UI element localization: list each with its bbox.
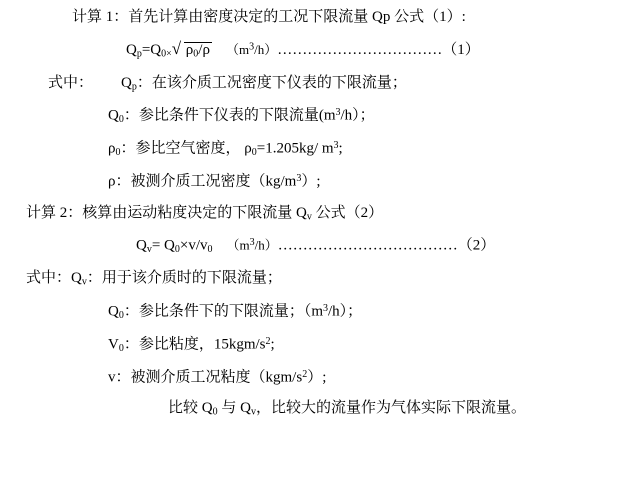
conclusion-q0-sub: 0 <box>212 406 218 418</box>
q0-line <box>18 108 616 125</box>
where1-symbol: Q <box>121 74 132 91</box>
rho0-sup: 3 <box>333 140 339 151</box>
formula1-rho0: ρ <box>185 42 194 58</box>
formula2-qv-sub: v <box>146 244 152 255</box>
calc1-heading-text: 计算 1：首先计算由密度决定的工况下限流量 Qp 公式（1）: <box>72 9 466 25</box>
formula-2 <box>18 238 616 255</box>
v0-line <box>18 337 616 354</box>
rho0-symbol: ρ <box>108 140 116 157</box>
rho0-text: ：参比空气密度， ρ <box>120 140 252 157</box>
where2-text: ：用于该介质时的下限流量； <box>86 270 282 286</box>
q0b-tail: /h）； <box>328 303 363 319</box>
formula2-rhs: ×v/v <box>179 237 208 254</box>
where-label-1: 式中： <box>48 74 94 91</box>
v-symbol: v <box>108 369 116 385</box>
v0-sup: 2 <box>265 335 271 347</box>
q0b-sup: 3 <box>323 302 329 314</box>
formula1-radicand <box>184 42 212 60</box>
formula1-unit-sup: 3 <box>249 41 255 53</box>
v0-tail: ; <box>270 336 275 352</box>
formula2-eq: = Q <box>151 237 175 254</box>
rho-text: ：被测介质工况密度（kg/m <box>115 173 297 190</box>
rho-tail: ）; <box>301 173 321 190</box>
q0-symbol-sub: 0 <box>118 114 124 125</box>
where-line-1 <box>18 76 616 93</box>
conclusion-line <box>18 401 616 418</box>
formula2-qv: Q <box>136 237 147 254</box>
sqrt-icon <box>172 41 212 60</box>
formula2-v0-sub: 0 <box>207 244 213 255</box>
calc2-heading-text: 计算 2：核算由运动粘度决定的下限流量 Q <box>26 204 307 221</box>
rho0-sub2: 0 <box>251 147 257 158</box>
formula2-unit-sup: 3 <box>249 237 255 248</box>
formula2-number: （2） <box>457 237 496 254</box>
formula1-rho0-sub: 0 <box>193 48 199 60</box>
formula1-dots: …………………………… <box>277 42 443 58</box>
q0-line-2 <box>18 304 616 321</box>
rho0-tail: =1.205kg/ m <box>256 140 334 157</box>
v-sup: 2 <box>302 368 308 380</box>
formula1-rho: ρ <box>202 42 210 58</box>
conclusion-text: 比较 Q <box>168 400 213 416</box>
where1-text: ：在该介质工况密度下仪表的下限流量； <box>136 74 407 91</box>
v-text: ：被测介质工况粘度（kgm/s <box>115 369 303 385</box>
calc2-heading <box>18 206 616 223</box>
where2-label-sub: v <box>81 276 87 288</box>
rho0-line <box>18 141 616 158</box>
formula1-q0-sub: 0× <box>161 48 172 60</box>
formula1-qp: Q <box>126 42 137 58</box>
q0-tail: /h）； <box>340 107 375 124</box>
v0-symbol-sub: 0 <box>118 342 124 354</box>
calc1-heading <box>18 10 616 25</box>
formula1-eq: =Q <box>141 42 162 58</box>
calc2-heading-tail: 公式（2） <box>311 204 384 221</box>
where1-symbol-sub: p <box>131 81 137 92</box>
formula1-unit: （m <box>225 42 250 57</box>
conclusion-qv-sub: v <box>250 406 256 418</box>
q0-sup: 3 <box>335 107 341 118</box>
conclusion-mid: 与 Q <box>217 400 251 416</box>
q0b-symbol: Q <box>108 303 119 319</box>
formula2-unit: （m <box>226 237 250 253</box>
q0b-symbol-sub: 0 <box>118 309 124 321</box>
v-tail: ）; <box>307 369 327 385</box>
q0-text: ：参比条件下仪表的下限流量(m <box>123 107 336 124</box>
v0-text: ：参比粘度，15kgm/s <box>123 336 266 352</box>
rho-line <box>18 174 616 190</box>
rho0-symbol-sub: 0 <box>115 147 121 158</box>
where-label-2: 式中：Q <box>26 270 82 286</box>
rho0-end: ; <box>338 140 343 157</box>
rho-sup: 3 <box>296 173 302 184</box>
formula1-unit-tail: /h） <box>254 42 278 57</box>
formula2-q0-sub: 0 <box>174 244 180 255</box>
formula2-dots: ……………………………… <box>277 237 458 254</box>
formula-1 <box>18 41 616 60</box>
q0-symbol: Q <box>108 107 119 124</box>
formula1-qp-sub: p <box>136 48 142 60</box>
v0-symbol: V <box>108 336 119 352</box>
formula1-number: （1） <box>442 42 480 58</box>
calc2-qv-sub: v <box>306 211 312 222</box>
v-line <box>18 370 616 386</box>
formula1-div: / <box>198 42 203 58</box>
formula2-unit-tail: /h） <box>254 237 278 253</box>
conclusion-tail: ，比较大的流量作为气体实际下限流量。 <box>255 400 526 416</box>
where-line-2 <box>18 271 616 288</box>
q0b-text: ：参比条件下的下限流量；（m <box>123 303 324 319</box>
rho-symbol: ρ <box>108 173 116 190</box>
